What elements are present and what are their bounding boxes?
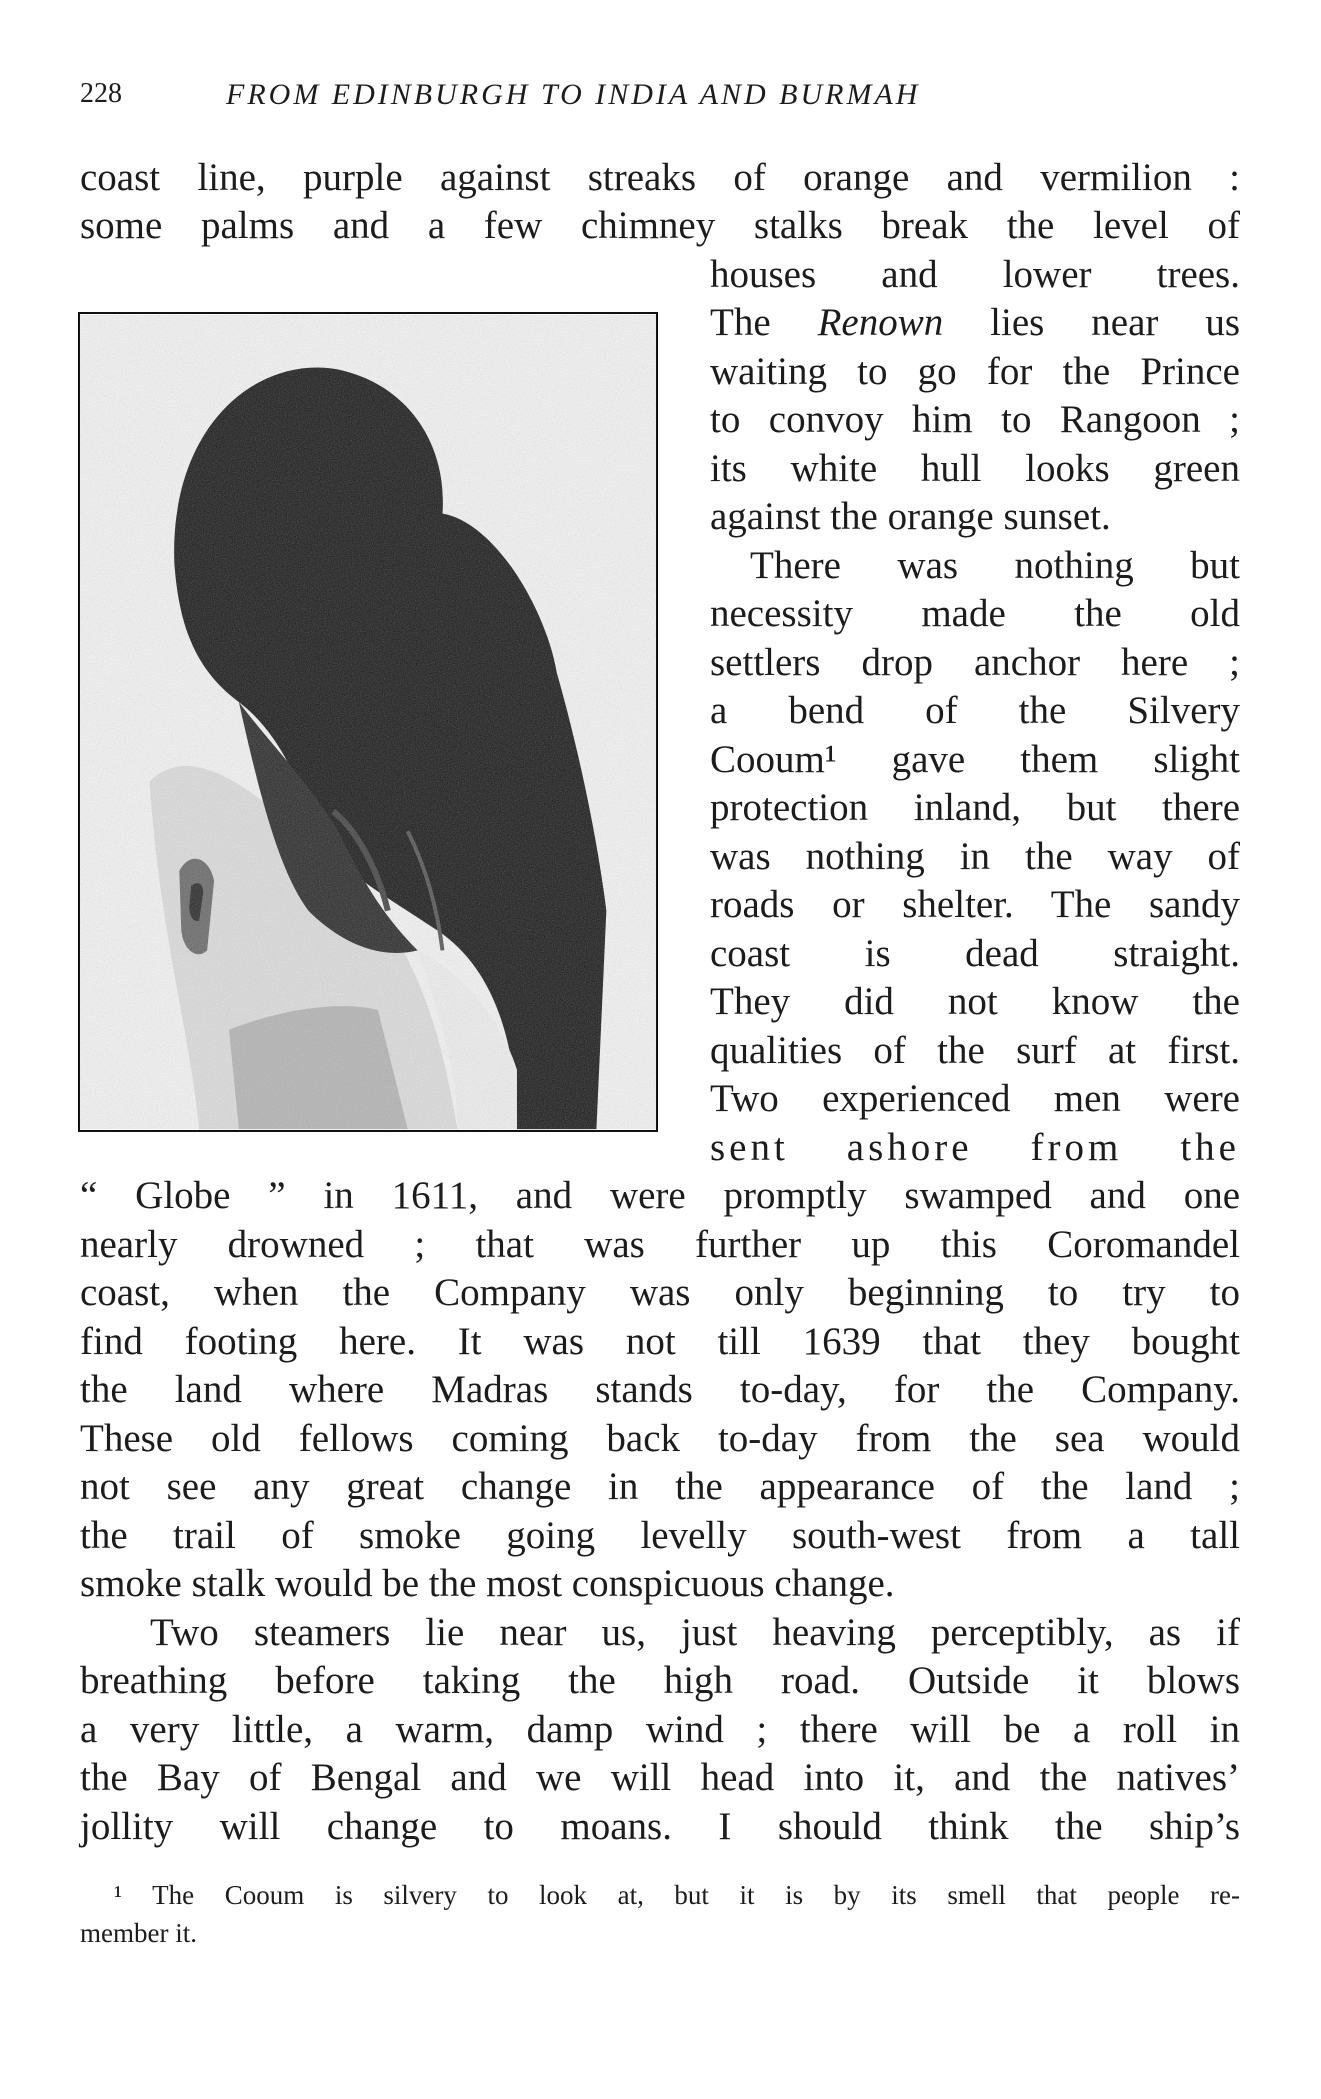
photograph-plate <box>78 312 658 1132</box>
text-line: a very little, a warm, damp wind ; there will be a roll in <box>80 1708 1240 1751</box>
page-header <box>80 70 1240 120</box>
text-line: They did not know the <box>710 980 1240 1023</box>
text-line: These old fellows coming back to-day from the sea would <box>80 1417 1240 1460</box>
text-line: the trail of smoke going levelly south-west from a tall <box>80 1514 1240 1557</box>
photograph-of-veiled-figure-icon <box>80 314 656 1130</box>
text-line: qualities of the surf at first. <box>710 1029 1240 1072</box>
text-line-renown: The Renown lies near us <box>710 301 1240 344</box>
text-line: “ Globe ” in 1611, and were promptly swamped and one <box>80 1174 1240 1217</box>
footnote-line: ¹ The Cooum is silvery to look at, but it is by its smell that people re- <box>114 1880 1240 1910</box>
page-number: 228 <box>80 78 122 109</box>
text-line: not see any great change in the appearance of the land ; <box>80 1465 1240 1508</box>
text-line: nearly drowned ; that was further up this Coromandel <box>80 1223 1240 1266</box>
text-line: some palms and a few chimney stalks break the level of <box>80 204 1240 247</box>
text-line: waiting to go for the Prince <box>710 350 1240 393</box>
text-line: sent ashore from the <box>710 1126 1240 1169</box>
running-title: FROM EDINBURGH TO INDIA AND BURMAH <box>226 78 921 111</box>
text-line: protection inland, but there <box>710 786 1240 829</box>
text-line: breathing before taking the high road. Outside it blows <box>80 1659 1240 1702</box>
text-line: Cooum¹ gave them slight <box>710 738 1240 781</box>
text-line: find footing here. It was not till 1639 that they bought <box>80 1320 1240 1363</box>
text-line: necessity made the old <box>710 592 1240 635</box>
text-line: the land where Madras stands to-day, for the Company. <box>80 1368 1240 1411</box>
text-line: There was nothing but <box>750 544 1240 587</box>
text-line: settlers drop anchor here ; <box>710 641 1240 684</box>
text-line: was nothing in the way of <box>710 835 1240 878</box>
text-line: the Bay of Bengal and we will head into it, and the natives’ <box>80 1756 1240 1799</box>
text-line: Two steamers lie near us, just heaving perceptibly, as if <box>150 1611 1240 1654</box>
text-line: coast, when the Company was only beginning to try to <box>80 1271 1240 1314</box>
text-line: smoke stalk would be the most conspicuous change. <box>80 1562 895 1605</box>
text-line: jollity will change to moans. I should think the ship’s <box>80 1805 1240 1848</box>
text-line: houses and lower trees. <box>710 253 1240 296</box>
text-line: to convoy him to Rangoon ; <box>710 398 1240 441</box>
text-line: coast is dead straight. <box>710 932 1240 975</box>
text-line: its white hull looks green <box>710 447 1240 490</box>
footnote-line: member it. <box>80 1918 197 1948</box>
text-line: a bend of the Silvery <box>710 689 1240 732</box>
text-line: against the orange sunset. <box>710 495 1111 538</box>
text-line: roads or shelter. The sandy <box>710 883 1240 926</box>
text-line: coast line, purple against streaks of orange and vermilion : <box>80 156 1240 199</box>
text-line: Two experienced men were <box>710 1077 1240 1120</box>
